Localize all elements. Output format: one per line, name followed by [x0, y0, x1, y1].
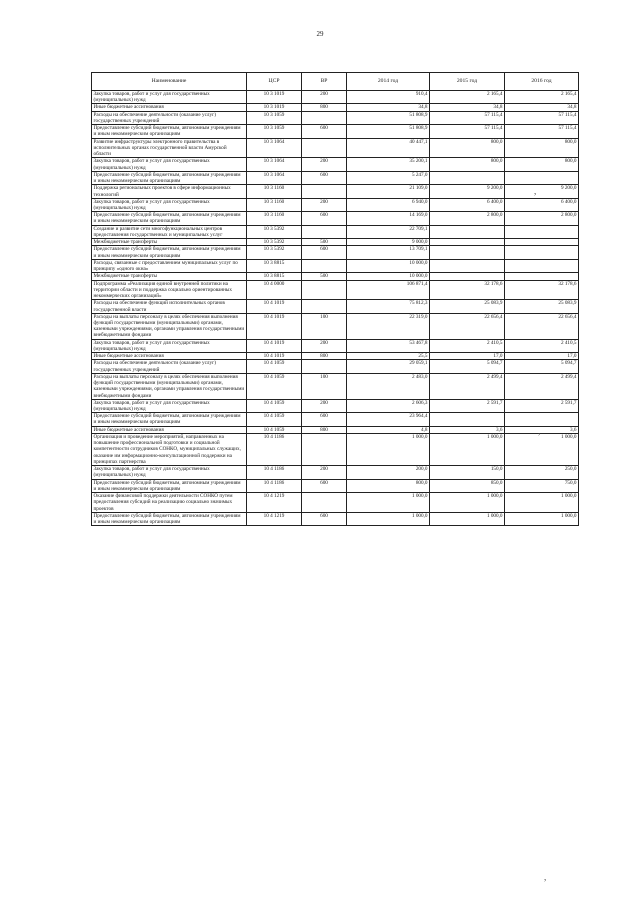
table-row: [92, 125, 579, 138]
cell-y2014: 5 247,0: [347, 171, 430, 184]
table-row: [92, 433, 579, 465]
cell-vr: 600: [302, 171, 347, 184]
cell-y2014: 910,4: [347, 91, 430, 104]
cell-vr: [302, 185, 347, 198]
cell-csr: 10 4 1059: [247, 360, 302, 373]
cell-y2015: [430, 239, 505, 246]
table-row: [92, 512, 579, 525]
cell-vr: 500: [302, 239, 347, 246]
handwritten-mark: ,: [534, 186, 537, 196]
cell-y2015: 5 094,7: [430, 360, 505, 373]
table-row: [92, 239, 579, 246]
cell-y2014: 2 483,0: [347, 373, 430, 399]
header-vr: ВР: [302, 73, 347, 91]
table-row: [92, 259, 579, 272]
cell-csr: 10 3 1064: [247, 171, 302, 184]
cell-y2016: 17,0: [505, 353, 579, 360]
table-row: [92, 360, 579, 373]
cell-y2015: 800,0: [430, 138, 505, 158]
cell-y2016: [505, 171, 579, 184]
cell-csr: 10 3 1160: [247, 185, 302, 198]
cell-y2016: 6 400,0: [505, 198, 579, 211]
table-header-row: [92, 73, 579, 91]
table-row: [92, 399, 579, 412]
cell-y2014: 1 000,0: [347, 512, 430, 525]
cell-y2015: 9 200,0: [430, 185, 505, 198]
cell-name: Расходы на обеспечение деятельности (оказание услуг) государственных учреждений: [92, 360, 247, 373]
cell-y2015: 1 000,0: [430, 493, 505, 513]
cell-vr: 200: [302, 339, 347, 352]
cell-y2016: 3,6: [505, 426, 579, 433]
table-row: [92, 353, 579, 360]
cell-y2016: 2 499,4: [505, 373, 579, 399]
table-row: [92, 313, 579, 339]
cell-vr: 200: [302, 399, 347, 412]
cell-name: Подпрограмма «Реализация единой внутренней политики на территории области и поддержка социально ориентированных некоммерческих организаций»: [92, 280, 247, 300]
cell-y2015: [430, 246, 505, 259]
cell-name: Предоставление субсидий бюджетным, автономным учреждениям и иным некоммерческим организациям: [92, 246, 247, 259]
cell-y2016: 1 000,0: [505, 433, 579, 465]
table-row: [92, 339, 579, 352]
cell-csr: 10 3 5392: [247, 239, 302, 246]
cell-y2015: 1 000,0: [430, 433, 505, 465]
cell-csr: 10 4 1019: [247, 339, 302, 352]
cell-vr: 800: [302, 104, 347, 111]
cell-y2014: 14 169,0: [347, 212, 430, 225]
cell-csr: 10 3 1019: [247, 91, 302, 104]
cell-y2014: 9 000,0: [347, 239, 430, 246]
cell-name: Предоставление субсидий бюджетным, автономным учреждениям и иным некоммерческим организациям: [92, 212, 247, 225]
cell-csr: 10 3 1064: [247, 158, 302, 171]
handwritten-mark: ,: [544, 872, 547, 882]
table-row: [92, 138, 579, 158]
cell-name: Межбюджетные трансферты: [92, 273, 247, 280]
handwritten-mark: ,: [538, 426, 541, 436]
budget-table: [91, 72, 579, 526]
cell-name: Предоставление субсидий бюджетным, автономным учреждениям и иным некоммерческим организациям: [92, 413, 247, 426]
cell-name: Закупка товаров, работ и услуг для государственных (муниципальных) нужд: [92, 466, 247, 479]
cell-csr: 10 3 1019: [247, 104, 302, 111]
cell-csr: 10 4 1059: [247, 373, 302, 399]
cell-y2014: 29 059,1: [347, 360, 430, 373]
cell-csr: 10 4 1059: [247, 426, 302, 433]
cell-name: Иные бюджетные ассигнования: [92, 426, 247, 433]
cell-y2015: 57 115,4: [430, 125, 505, 138]
table-row: [92, 273, 579, 280]
cell-vr: [302, 493, 347, 513]
table-row: [92, 246, 579, 259]
cell-y2014: 800,0: [347, 479, 430, 492]
cell-csr: 10 4 0000: [247, 280, 302, 300]
cell-y2014: 34,8: [347, 104, 430, 111]
cell-y2016: [505, 246, 579, 259]
cell-y2016: 1 000,0: [505, 493, 579, 513]
cell-y2016: 32 178,6: [505, 280, 579, 300]
cell-y2015: 150,0: [430, 466, 505, 479]
table-row: [92, 426, 579, 433]
cell-y2015: 2 800,0: [430, 212, 505, 225]
cell-y2015: 2 410,5: [430, 339, 505, 352]
cell-y2014: 21 109,0: [347, 185, 430, 198]
page-number: 29: [316, 30, 324, 38]
cell-y2016: 800,0: [505, 158, 579, 171]
cell-y2015: 2 591,7: [430, 399, 505, 412]
cell-name: Предоставление субсидий бюджетным, автономным учреждениям и иным некоммерческим организациям: [92, 479, 247, 492]
cell-y2014: 10 000,0: [347, 273, 430, 280]
table-row: [92, 111, 579, 124]
cell-csr: 10 3 5392: [247, 225, 302, 238]
cell-y2014: 2 606,3: [347, 399, 430, 412]
cell-vr: [302, 280, 347, 300]
cell-vr: 800: [302, 426, 347, 433]
cell-name: Предоставление субсидий бюджетным, автономным учреждениям и иным некоммерческим организациям: [92, 171, 247, 184]
cell-name: Иные бюджетные ассигнования: [92, 104, 247, 111]
cell-name: Расходы на выплаты персоналу в целях обеспечения выполнения функций государственными (муниципальными) органами, казенными учреждениями, органами управления государственными внебюджетными фондами: [92, 313, 247, 339]
cell-vr: [302, 111, 347, 124]
cell-vr: 500: [302, 273, 347, 280]
table-row: [92, 225, 579, 238]
cell-csr: 10 4 1186: [247, 466, 302, 479]
cell-name: Закупка товаров, работ и услуг для государственных (муниципальных) нужд: [92, 158, 247, 171]
cell-vr: 600: [302, 125, 347, 138]
cell-csr: 10 4 1059: [247, 399, 302, 412]
cell-name: Закупка товаров, работ и услуг для государственных (муниципальных) нужд: [92, 399, 247, 412]
cell-csr: 10 4 1059: [247, 413, 302, 426]
cell-y2016: [505, 259, 579, 272]
cell-y2016: 250,0: [505, 466, 579, 479]
cell-name: Организация и проведение мероприятий, направленных на повышение профессиональной подготовки и социальной компетентности сотрудников СОНКО, муниципальных служащих, оказание им информационно-консультационной поддержки на принципах партнерства: [92, 433, 247, 465]
cell-y2016: 750,0: [505, 479, 579, 492]
cell-y2015: 34,8: [430, 104, 505, 111]
cell-y2014: 106 871,4: [347, 280, 430, 300]
cell-csr: 10 4 1186: [247, 479, 302, 492]
cell-y2015: 6 400,0: [430, 198, 505, 211]
table-row: [92, 466, 579, 479]
table-row: [92, 373, 579, 399]
cell-vr: [302, 433, 347, 465]
cell-vr: 200: [302, 466, 347, 479]
table-row: [92, 493, 579, 513]
cell-csr: 10 4 1019: [247, 300, 302, 313]
cell-vr: 600: [302, 479, 347, 492]
cell-y2014: 22 319,0: [347, 313, 430, 339]
cell-csr: 10 3 1064: [247, 138, 302, 158]
table-row: [92, 91, 579, 104]
cell-y2014: 75 812,3: [347, 300, 430, 313]
cell-csr: 10 3 8815: [247, 273, 302, 280]
cell-y2015: 57 115,4: [430, 111, 505, 124]
cell-vr: 200: [302, 91, 347, 104]
cell-vr: 200: [302, 198, 347, 211]
cell-y2016: 2 410,5: [505, 339, 579, 352]
cell-y2015: 25 083,9: [430, 300, 505, 313]
cell-y2016: 57 115,4: [505, 111, 579, 124]
cell-vr: [302, 300, 347, 313]
table-row: [92, 212, 579, 225]
cell-name: Закупка товаров, работ и услуг для государственных (муниципальных) нужд: [92, 339, 247, 352]
table-row: [92, 171, 579, 184]
cell-y2014: 200,0: [347, 466, 430, 479]
cell-vr: 100: [302, 373, 347, 399]
cell-csr: 10 3 1160: [247, 198, 302, 211]
cell-vr: 600: [302, 512, 347, 525]
cell-y2014: 22 709,1: [347, 225, 430, 238]
header-2016: 2016 год: [505, 73, 579, 91]
table-row: [92, 185, 579, 198]
cell-y2016: 5 094,7: [505, 360, 579, 373]
cell-y2014: 10 000,0: [347, 259, 430, 272]
cell-y2014: 1 000,0: [347, 433, 430, 465]
header-name: Наименование: [92, 73, 247, 91]
cell-y2015: 2 165,4: [430, 91, 505, 104]
table-row: [92, 198, 579, 211]
cell-y2014: 51 808,9: [347, 111, 430, 124]
cell-y2015: [430, 171, 505, 184]
cell-y2016: [505, 413, 579, 426]
cell-y2016: 9 200,0: [505, 185, 579, 198]
cell-name: Расходы на выплаты персоналу в целях обеспечения выполнения функций государственными (муниципальными) органами, казенными учреждениями, органами управления государственными внебюджетными фондами: [92, 373, 247, 399]
cell-vr: 600: [302, 246, 347, 259]
cell-vr: 200: [302, 158, 347, 171]
cell-name: Оказание финансовой поддержки деятельности СОНКО путем предоставления субсидий на реализацию социально значимых проектов: [92, 493, 247, 513]
cell-vr: [302, 138, 347, 158]
cell-y2016: 57 115,4: [505, 125, 579, 138]
cell-y2015: [430, 259, 505, 272]
cell-y2014: 6 940,0: [347, 198, 430, 211]
cell-vr: 100: [302, 313, 347, 339]
cell-y2015: [430, 225, 505, 238]
cell-y2015: 22 656,4: [430, 313, 505, 339]
cell-vr: 600: [302, 212, 347, 225]
cell-y2014: 53 467,8: [347, 339, 430, 352]
cell-y2016: 22 656,4: [505, 313, 579, 339]
header-csr: ЦСР: [247, 73, 302, 91]
cell-y2016: 34,8: [505, 104, 579, 111]
cell-csr: 10 3 1160: [247, 212, 302, 225]
cell-y2014: 23 964,4: [347, 413, 430, 426]
table-row: [92, 479, 579, 492]
cell-y2014: 25,5: [347, 353, 430, 360]
table-body: [92, 91, 579, 526]
table-row: [92, 104, 579, 111]
cell-y2016: 2 800,0: [505, 212, 579, 225]
cell-name: Иные бюджетные ассигнования: [92, 353, 247, 360]
cell-y2015: 2 499,4: [430, 373, 505, 399]
cell-y2015: 800,0: [430, 158, 505, 171]
cell-csr: 10 3 1059: [247, 125, 302, 138]
cell-y2015: 850,0: [430, 479, 505, 492]
cell-y2015: 17,0: [430, 353, 505, 360]
cell-y2014: 4,8: [347, 426, 430, 433]
cell-csr: 10 4 1019: [247, 353, 302, 360]
cell-y2016: 2 165,4: [505, 91, 579, 104]
cell-csr: 10 4 1019: [247, 313, 302, 339]
cell-csr: 10 4 1219: [247, 512, 302, 525]
cell-y2015: [430, 413, 505, 426]
cell-name: Закупка товаров, работ и услуг для государственных (муниципальных) нужд: [92, 198, 247, 211]
cell-name: Расходы на обеспечение функций исполнительных органов государственной власти: [92, 300, 247, 313]
cell-name: Расходы, связанные с предоставлением муниципальных услуг по принципу «одного окна»: [92, 259, 247, 272]
cell-y2015: 1 000,0: [430, 512, 505, 525]
cell-name: Межбюджетные трансферты: [92, 239, 247, 246]
cell-name: Закупка товаров, работ и услуг для государственных (муниципальных) нужд: [92, 91, 247, 104]
cell-csr: 10 3 5392: [247, 246, 302, 259]
cell-y2016: [505, 273, 579, 280]
header-2015: 2015 год: [430, 73, 505, 91]
table-row: [92, 158, 579, 171]
cell-y2015: [430, 273, 505, 280]
cell-name: Расходы на обеспечение деятельности (оказание услуг) государственных учреждений: [92, 111, 247, 124]
cell-vr: [302, 360, 347, 373]
cell-csr: 10 4 1219: [247, 493, 302, 513]
cell-csr: 10 4 1186: [247, 433, 302, 465]
cell-name: Развитие инфраструктуры электронного правительства в исполнительных органах государственной власти Амурской области: [92, 138, 247, 158]
cell-y2015: 32 178,6: [430, 280, 505, 300]
cell-y2016: 1 000,0: [505, 512, 579, 525]
cell-vr: 800: [302, 353, 347, 360]
table-row: [92, 280, 579, 300]
cell-y2016: 25 083,9: [505, 300, 579, 313]
cell-y2014: 51 808,9: [347, 125, 430, 138]
cell-vr: 600: [302, 413, 347, 426]
cell-vr: [302, 225, 347, 238]
cell-y2014: 40 447,1: [347, 138, 430, 158]
cell-vr: [302, 259, 347, 272]
cell-y2016: [505, 225, 579, 238]
cell-name: Создание и развитие сети многофункциональных центров предоставления государственных и муниципальных услуг: [92, 225, 247, 238]
cell-y2016: 800,0: [505, 138, 579, 158]
cell-y2014: 35 200,1: [347, 158, 430, 171]
table-row: [92, 300, 579, 313]
cell-y2014: 13 709,1: [347, 246, 430, 259]
cell-csr: 10 3 1059: [247, 111, 302, 124]
table-row: [92, 413, 579, 426]
cell-y2014: 1 000,0: [347, 493, 430, 513]
header-2014: 2014 год: [347, 73, 430, 91]
cell-y2016: 2 591,7: [505, 399, 579, 412]
cell-y2015: 3,6: [430, 426, 505, 433]
cell-y2016: [505, 239, 579, 246]
cell-csr: 10 3 8815: [247, 259, 302, 272]
cell-name: Предоставление субсидий бюджетным, автономным учреждениям и иным некоммерческим организациям: [92, 125, 247, 138]
cell-name: Поддержка региональных проектов в сфере информационных технологий: [92, 185, 247, 198]
cell-name: Предоставление субсидий бюджетным, автономным учреждениям и иным некоммерческим организациям: [92, 512, 247, 525]
